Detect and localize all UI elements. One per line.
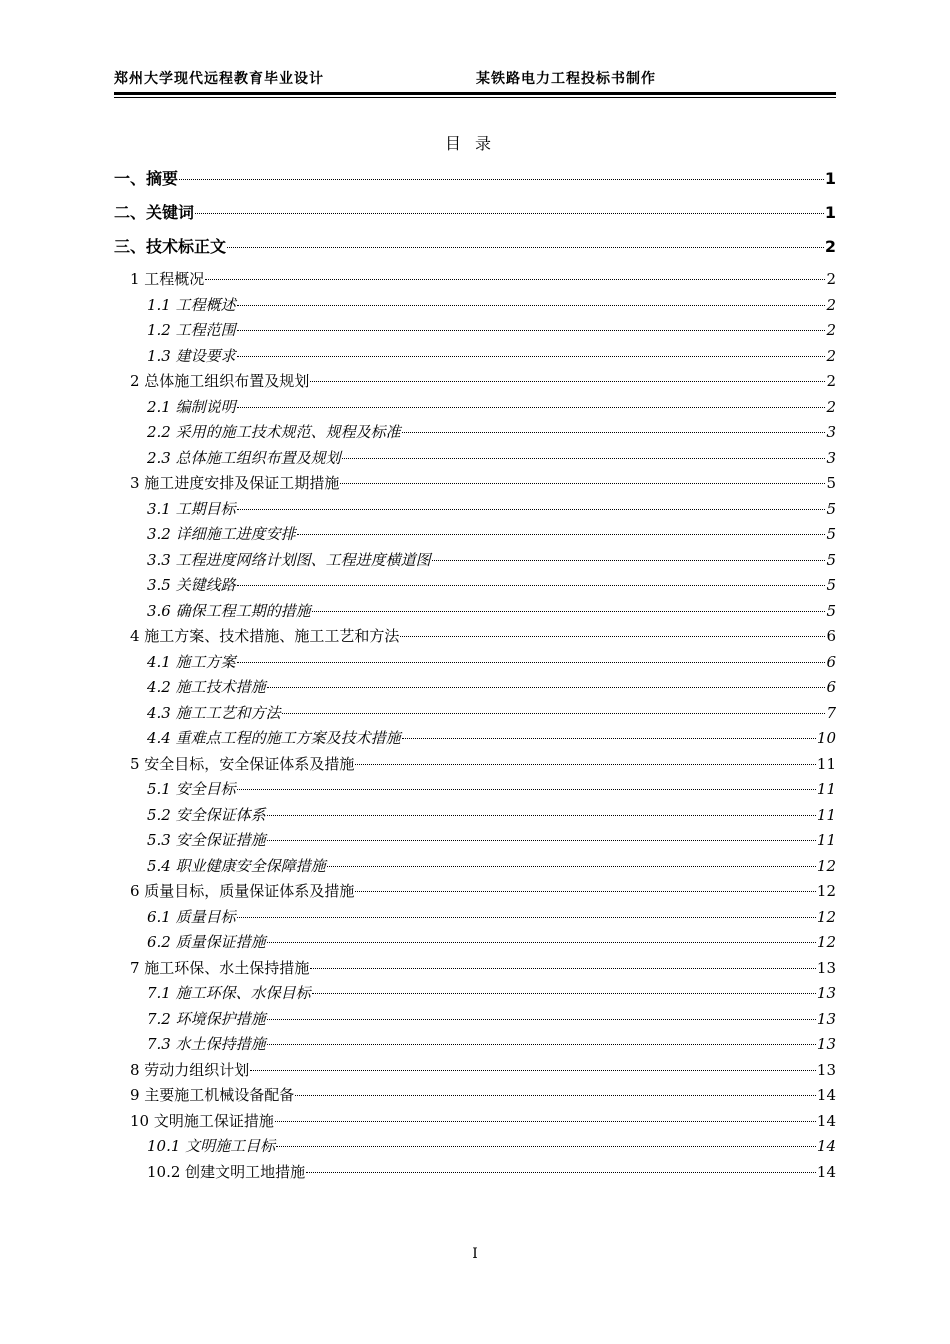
toc-entry-page: 5 xyxy=(826,525,836,543)
toc-dot-leader xyxy=(250,1070,816,1071)
toc-dot-leader xyxy=(432,560,826,561)
toc-entry[interactable] xyxy=(114,625,836,651)
toc-dot-leader xyxy=(306,1172,816,1173)
toc-entry-label: 1.1 工程概述 xyxy=(147,295,236,314)
toc-dot-leader xyxy=(237,662,826,663)
toc-dot-leader xyxy=(237,356,826,357)
toc-entry-page: 5 xyxy=(826,499,836,518)
toc-dot-leader xyxy=(400,636,825,637)
toc-entry-page: 2 xyxy=(824,237,836,256)
header-right-text: 某铁路电力工程投标书制作 xyxy=(476,71,656,87)
toc-entry[interactable] xyxy=(114,855,836,881)
toc-entry-page: 6 xyxy=(826,627,836,645)
toc-entry[interactable] xyxy=(114,1008,836,1034)
toc-dot-leader xyxy=(237,407,826,408)
toc-entry-page: 12 xyxy=(816,856,836,875)
toc-dot-leader xyxy=(237,585,826,586)
toc-dot-leader xyxy=(312,993,816,994)
toc-entry[interactable] xyxy=(114,200,836,234)
toc-entry-page: 13 xyxy=(816,958,836,977)
toc-entry-page: 1 xyxy=(824,203,836,222)
toc-dot-leader xyxy=(275,1121,816,1122)
toc-entry-label: 8 劳动力组织计划 xyxy=(130,1060,250,1079)
toc-dot-leader xyxy=(267,1044,816,1045)
toc-entry[interactable] xyxy=(114,931,836,957)
toc-entry-page: 14 xyxy=(816,1111,836,1130)
toc-dot-leader xyxy=(237,509,826,510)
toc-entry[interactable] xyxy=(114,676,836,702)
toc-dot-leader xyxy=(312,611,826,612)
toc-entry-label: 4.1 施工方案 xyxy=(147,652,236,671)
toc-entry-page: 11 xyxy=(816,754,836,773)
toc-entry-label: 5 安全目标，安全保证体系及措施 xyxy=(130,754,355,773)
toc-dot-leader xyxy=(402,432,826,433)
toc-entry-page: 5 xyxy=(826,550,836,569)
header-rule-thick xyxy=(114,92,836,95)
toc-entry-label: 7.1 施工环保、水保目标 xyxy=(147,984,311,1002)
toc-entry[interactable] xyxy=(114,421,836,447)
toc-entry[interactable] xyxy=(114,982,836,1008)
toc-dot-leader xyxy=(276,1146,816,1147)
toc-entry-page: 13 xyxy=(816,1009,836,1028)
toc-entry-label: 6.2 质量保证措施 xyxy=(147,933,266,951)
page-header xyxy=(114,68,836,90)
toc-entry-label: 6.1 质量目标 xyxy=(147,907,236,926)
toc-dot-leader xyxy=(237,330,826,331)
toc-entry-page: 11 xyxy=(816,780,836,798)
table-of-contents xyxy=(114,166,836,1186)
toc-entry[interactable] xyxy=(114,370,836,396)
toc-entry-label: 1.3 建设要求 xyxy=(147,346,236,365)
toc-entry-label: 5.3 安全保证措施 xyxy=(147,831,266,849)
toc-entry-label: 5.4 职业健康安全保障措施 xyxy=(147,856,326,875)
toc-entry[interactable] xyxy=(114,345,836,371)
toc-dot-leader xyxy=(267,687,826,688)
toc-entry-page: 13 xyxy=(816,1060,836,1079)
toc-dot-leader xyxy=(355,891,816,892)
toc-entry-page: 5 xyxy=(826,474,836,492)
toc-entry-page: 2 xyxy=(826,397,836,416)
toc-entry[interactable] xyxy=(114,1033,836,1059)
toc-dot-leader xyxy=(340,483,825,484)
toc-entry[interactable] xyxy=(114,600,836,626)
toc-entry[interactable] xyxy=(114,549,836,575)
toc-entry-label: 2.2 采用的施工技术规范、规程及标准 xyxy=(147,423,401,441)
toc-entry-page: 6 xyxy=(826,652,836,671)
toc-dot-leader xyxy=(205,279,825,280)
toc-entry-label: 三、技术标正文 xyxy=(114,237,227,256)
toc-dot-leader xyxy=(267,942,816,943)
toc-entry-label: 2.1 编制说明 xyxy=(147,397,236,416)
toc-entry[interactable] xyxy=(114,268,836,294)
toc-entry-label: 1 工程概况 xyxy=(130,270,205,288)
toc-dot-leader xyxy=(295,1095,816,1096)
toc-dot-leader xyxy=(402,738,816,739)
toc-dot-leader xyxy=(237,305,826,306)
toc-dot-leader xyxy=(195,213,824,214)
toc-entry-page: 6 xyxy=(826,678,836,696)
toc-entry-page: 14 xyxy=(816,1137,836,1155)
toc-entry-label: 7.2 环境保护措施 xyxy=(147,1009,266,1028)
toc-entry-page: 14 xyxy=(816,1162,836,1181)
toc-entry-label: 6 质量目标，质量保证体系及措施 xyxy=(130,882,355,900)
toc-entry-label: 1.2 工程范围 xyxy=(147,321,236,339)
toc-entry-label: 3 施工进度安排及保证工期措施 xyxy=(130,474,340,492)
toc-entry-page: 11 xyxy=(816,831,836,849)
toc-entry-label: 一、摘要 xyxy=(114,169,179,188)
toc-entry-page: 5 xyxy=(826,576,836,594)
toc-entry-page: 2 xyxy=(826,295,836,314)
toc-entry-label: 3.6 确保工程工期的措施 xyxy=(147,601,311,620)
toc-entry-page: 12 xyxy=(816,882,836,900)
toc-entry-page: 2 xyxy=(826,270,836,288)
toc-entry[interactable] xyxy=(114,1161,836,1187)
toc-entry-label: 10.2 创建文明工地措施 xyxy=(147,1162,306,1181)
toc-entry-page: 13 xyxy=(816,984,836,1002)
toc-entry-label: 4.2 施工技术措施 xyxy=(147,678,266,696)
toc-entry-label: 10 文明施工保证措施 xyxy=(130,1111,274,1130)
toc-entry-page: 2 xyxy=(826,321,836,339)
header-left-text: 郑州大学现代远程教育毕业设计 xyxy=(114,71,324,87)
toc-dot-leader xyxy=(227,247,824,248)
toc-entry-page: 1 xyxy=(824,169,836,188)
toc-entry-page: 10 xyxy=(816,729,836,747)
toc-entry-label: 7 施工环保、水土保持措施 xyxy=(130,958,310,977)
toc-entry[interactable] xyxy=(114,294,836,320)
toc-entry-label: 3.5 关键线路 xyxy=(147,576,236,594)
toc-entry-label: 2.3 总体施工组织布置及规划 xyxy=(147,448,341,467)
toc-entry[interactable] xyxy=(114,651,836,677)
toc-dot-leader xyxy=(297,534,826,535)
toc-entry-page: 7 xyxy=(826,703,836,722)
toc-entry-page: 2 xyxy=(826,372,836,390)
toc-entry-label: 3.3 工程进度网络计划图、工程进度横道图 xyxy=(147,550,431,569)
toc-entry[interactable] xyxy=(114,804,836,830)
toc-entry[interactable] xyxy=(114,753,836,779)
toc-entry-label: 9 主要施工机械设备配备 xyxy=(130,1086,295,1104)
toc-entry-page: 14 xyxy=(816,1086,836,1104)
toc-dot-leader xyxy=(327,866,816,867)
toc-entry[interactable] xyxy=(114,778,836,804)
toc-entry-label: 5.2 安全保证体系 xyxy=(147,805,266,824)
page-number: I xyxy=(472,1246,478,1262)
toc-entry[interactable] xyxy=(114,498,836,524)
toc-entry[interactable] xyxy=(114,880,836,906)
toc-entry-page: 12 xyxy=(816,907,836,926)
toc-entry[interactable] xyxy=(114,319,836,345)
toc-entry-label: 7.3 水土保持措施 xyxy=(147,1035,266,1053)
toc-dot-leader xyxy=(237,917,816,918)
toc-entry-page: 3 xyxy=(826,448,836,467)
toc-entry[interactable] xyxy=(114,1084,836,1110)
toc-entry-page: 5 xyxy=(826,601,836,620)
toc-entry[interactable] xyxy=(114,957,836,983)
toc-entry-page: 11 xyxy=(816,805,836,824)
toc-dot-leader xyxy=(282,713,826,714)
toc-entry[interactable] xyxy=(114,574,836,600)
toc-entry-label: 10.1 文明施工目标 xyxy=(147,1137,276,1155)
toc-entry[interactable] xyxy=(114,906,836,932)
toc-entry[interactable] xyxy=(114,447,836,473)
toc-dot-leader xyxy=(267,840,816,841)
toc-entry[interactable] xyxy=(114,1135,836,1161)
toc-entry-label: 2 总体施工组织布置及规划 xyxy=(130,372,310,390)
header-rule-thin xyxy=(114,97,836,98)
toc-entry[interactable] xyxy=(114,1059,836,1085)
toc-dot-leader xyxy=(355,764,816,765)
toc-entry-page: 3 xyxy=(826,423,836,441)
toc-dot-leader xyxy=(267,1019,816,1020)
toc-entry[interactable] xyxy=(114,472,836,498)
toc-entry-page: 2 xyxy=(826,346,836,365)
toc-entry-label: 二、关键词 xyxy=(114,203,195,222)
toc-dot-leader xyxy=(179,179,824,180)
toc-entry[interactable] xyxy=(114,396,836,422)
toc-entry-label: 4.3 施工工艺和方法 xyxy=(147,703,281,722)
toc-entry-page: 13 xyxy=(816,1035,836,1053)
toc-entry-label: 3.1 工期目标 xyxy=(147,499,236,518)
toc-entry-label: 4.4 重难点工程的施工方案及技术措施 xyxy=(147,729,401,747)
toc-dot-leader xyxy=(310,968,816,969)
toc-entry[interactable] xyxy=(114,702,836,728)
toc-entry[interactable] xyxy=(114,166,836,200)
toc-entry[interactable] xyxy=(114,1110,836,1136)
toc-entry[interactable] xyxy=(114,234,836,268)
toc-entry[interactable] xyxy=(114,727,836,753)
toc-title: 目录 xyxy=(444,134,505,153)
toc-entry[interactable] xyxy=(114,523,836,549)
toc-dot-leader xyxy=(310,381,825,382)
toc-entry-page: 12 xyxy=(816,933,836,951)
toc-dot-leader xyxy=(342,458,826,459)
toc-dot-leader xyxy=(267,815,816,816)
toc-entry[interactable] xyxy=(114,829,836,855)
toc-entry-label: 5.1 安全目标 xyxy=(147,780,236,798)
toc-dot-leader xyxy=(237,789,816,790)
toc-entry-label: 4 施工方案、技术措施、施工工艺和方法 xyxy=(130,627,400,645)
toc-entry-label: 3.2 详细施工进度安排 xyxy=(147,525,296,543)
